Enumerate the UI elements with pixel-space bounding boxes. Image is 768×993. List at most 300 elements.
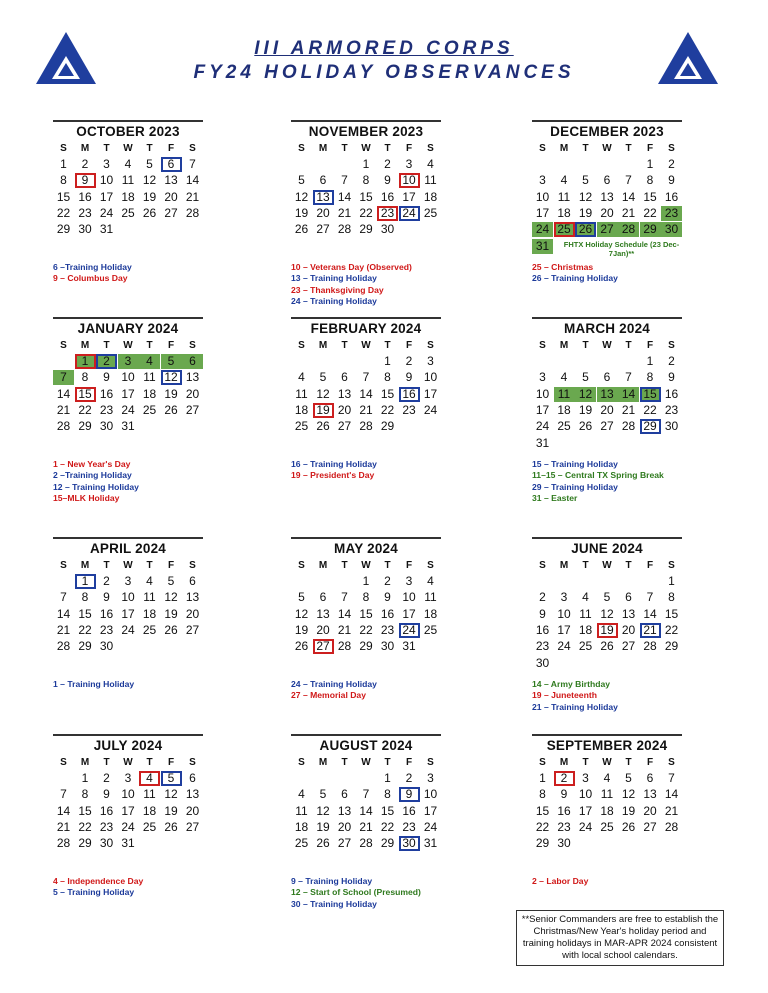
calendar-day: 17 [402, 606, 416, 621]
calendar-day: 15 [380, 386, 395, 401]
calendar-day: 15 [640, 387, 661, 402]
calendar-day: 15 [78, 606, 92, 621]
calendar-day: 5 [625, 771, 632, 785]
calendar-day: 26 [621, 819, 636, 834]
calendar-day: 10 [399, 173, 420, 188]
calendar-day: 17 [121, 803, 135, 818]
calendar-day: 21 [185, 189, 200, 204]
month-jan [53, 317, 203, 505]
weekday-header: F [167, 560, 175, 571]
calendar-day: 17 [121, 386, 135, 401]
calendar-day: 7 [668, 771, 675, 785]
footnote-box: **Senior Commanders are free to establish the Christmas/New Year's holiday period and training holidays in MAR-APR 2024 consistent with local school calendars. [516, 910, 724, 966]
calendar-day: 26 [578, 419, 593, 434]
calendar-day: 17 [535, 205, 550, 220]
calendar-day: 29 [78, 639, 92, 654]
calendar-day: 8 [384, 787, 391, 802]
calendar-day: 4 [582, 590, 589, 605]
month-oct [53, 120, 203, 285]
calendar-day: 30 [664, 419, 679, 434]
calendar-day: 6 [189, 771, 196, 785]
weekday-header: S [189, 340, 196, 351]
calendar-day: 3 [539, 370, 546, 385]
calendar-day: 23 [377, 206, 398, 221]
weekday-header: F [405, 340, 413, 351]
calendar-day: 18 [294, 402, 309, 417]
calendar-day: 15 [56, 189, 71, 204]
calendar-day: 2 [96, 354, 117, 369]
calendar-day: 11 [143, 787, 156, 802]
calendar-day: 28 [337, 222, 352, 237]
calendar-day: 5 [582, 173, 589, 188]
calendar-day: 5 [167, 574, 175, 588]
calendar-day: 9 [539, 606, 546, 621]
weekday-header: T [103, 340, 110, 351]
calendar-day: 1 [75, 574, 96, 589]
month-title: JUNE 2024 [532, 537, 682, 558]
calendar-day: 7 [625, 370, 632, 385]
calendar-day: 26 [316, 419, 330, 434]
calendar-day: 19 [164, 386, 178, 401]
month-title: APRIL 2024 [53, 537, 203, 558]
calendar-day: 6 [341, 370, 348, 385]
calendar-day: 19 [294, 205, 309, 220]
calendar-day: 26 [316, 836, 330, 851]
weekday-header: S [427, 757, 434, 768]
calendar-day: 1 [362, 157, 370, 171]
calendar-day: 6 [646, 771, 654, 785]
calendar-day: 22 [78, 819, 92, 834]
calendar-day: 15 [75, 387, 96, 402]
calendar-day: 22 [643, 402, 657, 417]
calendar-day: 10 [121, 370, 135, 385]
weekday-header: W [123, 143, 133, 154]
calendar-day: 26 [294, 639, 309, 654]
calendar-day: 9 [384, 173, 391, 188]
calendar-day: 27 [621, 639, 636, 654]
calendar-day: 16 [380, 189, 395, 204]
calendar-day: 27 [597, 222, 618, 237]
holiday-note: 12 – Training Holiday [53, 481, 139, 492]
calendar-day: 16 [99, 386, 114, 401]
weekday-header: S [668, 757, 675, 768]
calendar-day: 20 [164, 189, 178, 204]
weekday-header: F [405, 560, 413, 571]
month-grid [53, 340, 203, 459]
calendar-day: 2 [384, 574, 391, 588]
weekday-header: M [559, 757, 569, 768]
calendar-day: 25 [557, 419, 571, 434]
calendar-day: 2 [668, 157, 675, 171]
calendar-day: 29 [359, 639, 373, 654]
calendar-day: 24 [423, 819, 438, 834]
calendar-day: 25 [142, 402, 157, 417]
calendar-day: 11 [143, 370, 156, 385]
calendar-day: 5 [298, 173, 305, 188]
calendar-day: 21 [621, 205, 636, 220]
holiday-note: 21 – Training Holiday [532, 701, 618, 712]
weekday-header: M [80, 560, 90, 571]
calendar-day: 10 [121, 590, 135, 605]
calendar-day: 17 [557, 622, 571, 637]
calendar-day: 15 [664, 606, 679, 621]
calendar-day: 13 [597, 387, 618, 402]
calendar-day: 3 [560, 590, 568, 605]
calendar-day: 10 [402, 590, 416, 605]
weekday-header: S [298, 340, 305, 351]
month-aug [291, 734, 441, 910]
calendar-day: 31 [402, 639, 416, 654]
calendar-day: 12 [316, 803, 330, 818]
calendar-day: 28 [643, 639, 657, 654]
calendar-day: 25 [554, 222, 575, 237]
weekday-header: S [539, 757, 546, 768]
weekday-header: T [341, 340, 348, 351]
calendar-day: 19 [316, 819, 330, 834]
calendar-day: 11 [143, 590, 156, 605]
calendar-day: 11 [557, 189, 571, 204]
calendar-day: 6 [603, 370, 611, 385]
calendar-day: 17 [535, 402, 550, 417]
calendar-day: 12 [294, 189, 309, 204]
calendar-day: 25 [578, 639, 593, 654]
calendar-day: 7 [362, 370, 370, 385]
calendar-day: 17 [402, 189, 416, 204]
weekday-header: M [318, 340, 328, 351]
month-dec [532, 120, 682, 285]
calendar-day: 19 [621, 803, 636, 818]
holiday-note: 29 – Training Holiday [532, 481, 618, 492]
calendar-day: 17 [121, 606, 135, 621]
calendar-day: 7 [646, 590, 654, 605]
calendar-day: 10 [423, 787, 438, 802]
calendar-day: 29 [78, 419, 92, 434]
month-title: SEPTEMBER 2024 [532, 734, 682, 755]
holiday-notes [291, 876, 441, 910]
month-grid [532, 757, 682, 876]
calendar-day: 22 [78, 402, 92, 417]
calendar-day: 20 [185, 606, 200, 621]
calendar-day: 2 [539, 590, 546, 605]
calendar-day: 29 [380, 419, 395, 434]
holiday-note: 2 –Training Holiday [53, 470, 132, 481]
calendar-day: 27 [164, 205, 178, 220]
calendar-day: 27 [337, 419, 352, 434]
month-grid [291, 143, 441, 262]
calendar-day: 10 [578, 787, 593, 802]
calendar-day: 18 [142, 606, 157, 621]
calendar-day: 27 [643, 819, 657, 834]
month-mar [532, 317, 682, 505]
calendar-day: 23 [557, 819, 571, 834]
calendar-day: 22 [359, 205, 373, 220]
calendar-day: 1 [362, 574, 370, 588]
calendar-day: 26 [600, 639, 614, 654]
weekday-header: F [405, 143, 413, 154]
calendar-day: 30 [99, 639, 114, 654]
calendar-day: 11 [424, 173, 437, 188]
weekday-header: T [103, 757, 110, 768]
calendar-day: 5 [319, 787, 327, 802]
calendar-day: 12 [164, 787, 178, 802]
weekday-header: F [167, 340, 175, 351]
calendar-day: 26 [164, 819, 178, 834]
calendar-day: 28 [621, 419, 636, 434]
calendar-day: 5 [582, 370, 589, 385]
calendar-day: 26 [164, 402, 178, 417]
calendar-day: 6 [625, 590, 632, 605]
weekday-header: T [103, 143, 110, 154]
calendar-day: 21 [56, 402, 71, 417]
weekday-header: W [602, 143, 612, 154]
weekday-header: W [361, 340, 371, 351]
calendar-day: 3 [539, 173, 546, 188]
calendar-day: 2 [405, 354, 413, 368]
calendar-day: 8 [362, 173, 370, 188]
holiday-note: 2 – Labor Day [532, 876, 589, 886]
calendar-day: 1 [539, 771, 546, 785]
calendar-day: 15 [535, 803, 550, 818]
month-grid [53, 143, 203, 262]
calendar-day: 24 [99, 205, 114, 220]
weekday-header: S [539, 560, 546, 571]
calendar-day: 19 [597, 623, 618, 638]
calendar-day: 18 [121, 189, 135, 204]
calendar-day: 12 [578, 189, 593, 204]
weekday-header: W [602, 560, 612, 571]
calendar-day: 23 [402, 402, 416, 417]
holiday-note: 15–MLK Holiday [53, 493, 120, 504]
calendar-day: 30 [78, 222, 92, 237]
weekday-header: S [60, 560, 67, 571]
calendar-day: 23 [78, 205, 92, 220]
weekday-header: M [559, 143, 569, 154]
weekday-header: T [341, 143, 348, 154]
holiday-note: 31 – Easter [532, 493, 578, 504]
weekday-header: M [559, 560, 569, 571]
holiday-note: 1 – New Year's Day [53, 459, 131, 469]
weekday-header: S [60, 757, 67, 768]
calendar-day: 4 [298, 370, 305, 385]
calendar-day: 23 [535, 639, 550, 654]
weekday-header: T [625, 757, 632, 768]
calendar-day: 5 [161, 354, 182, 369]
calendar-day: 4 [560, 173, 568, 188]
calendar-day: 8 [646, 173, 654, 188]
calendar-day: 22 [78, 622, 92, 637]
calendar-day: 10 [121, 787, 135, 802]
month-title: DECEMBER 2023 [532, 120, 682, 141]
calendar-day: 4 [603, 771, 611, 785]
calendar-day: 8 [362, 590, 370, 605]
calendar-day: 3 [103, 157, 110, 171]
calendar-day: 4 [560, 370, 568, 385]
weekday-header: T [384, 340, 391, 351]
holiday-note: 19 – Juneteenth [532, 690, 597, 701]
weekday-header: S [60, 340, 67, 351]
holiday-note: 9 – Columbus Day [53, 273, 128, 284]
fhtx-holiday-schedule-note: FHTX Holiday Schedule (23 Dec-7Jan)** [563, 239, 680, 258]
weekday-header: T [146, 757, 153, 768]
calendar-day: 27 [185, 402, 200, 417]
calendar-day: 1 [60, 157, 67, 171]
calendar-day: 11 [424, 590, 437, 605]
calendar-day: 4 [146, 574, 153, 588]
calendar-day: 19 [294, 622, 309, 637]
calendar-day: 29 [640, 419, 661, 434]
calendar-day: 8 [81, 590, 89, 605]
calendar-day: 29 [664, 639, 679, 654]
calendar-day: 21 [621, 402, 636, 417]
calendar-day: 16 [402, 803, 416, 818]
calendar-day: 7 [625, 173, 632, 188]
month-jun [532, 537, 682, 713]
calendar-day: 1 [646, 354, 654, 368]
calendar-day: 29 [380, 836, 395, 851]
calendar-day: 3 [124, 771, 132, 785]
weekday-header: S [539, 143, 546, 154]
calendar-day: 8 [646, 370, 654, 385]
calendar-day: 31 [99, 222, 114, 237]
calendar-day: 2 [81, 157, 89, 171]
month-title: MAY 2024 [291, 537, 441, 558]
weekday-header: M [559, 340, 569, 351]
calendar-day: 20 [643, 803, 657, 818]
calendar-day: 18 [557, 205, 571, 220]
calendar-day: 5 [146, 157, 153, 171]
calendar-day: 11 [295, 386, 308, 401]
calendar-day: 28 [185, 205, 200, 220]
holiday-note: 6 –Training Holiday [53, 262, 132, 272]
month-grid [291, 757, 441, 876]
holiday-notes [291, 679, 441, 702]
weekday-header: F [646, 560, 654, 571]
calendar-day: 9 [75, 173, 96, 188]
calendar-day: 13 [621, 606, 636, 621]
calendar-day: 3 [582, 771, 589, 785]
calendar-day: 16 [399, 387, 420, 402]
calendar-day: 22 [56, 205, 71, 220]
calendar-day: 29 [56, 222, 71, 237]
month-title: NOVEMBER 2023 [291, 120, 441, 141]
calendar-day: 28 [618, 222, 639, 237]
holiday-notes [291, 262, 441, 308]
calendar-day: 29 [535, 836, 550, 851]
weekday-header: S [668, 560, 675, 571]
weekday-header: S [668, 143, 675, 154]
month-title: JULY 2024 [53, 734, 203, 755]
calendar-day: 2 [405, 771, 413, 785]
calendar-day: 27 [600, 419, 614, 434]
calendar-day: 13 [600, 189, 614, 204]
weekday-header: T [146, 143, 153, 154]
calendar-day: 17 [578, 803, 593, 818]
calendar-day: 28 [56, 836, 71, 851]
weekday-header: F [167, 143, 175, 154]
calendar-day: 14 [359, 803, 373, 818]
calendar-day: 25 [294, 836, 309, 851]
calendar-day: 8 [60, 173, 67, 188]
calendar-day: 27 [313, 639, 334, 654]
calendar-day: 18 [423, 189, 438, 204]
calendar-day: 20 [337, 819, 352, 834]
calendar-day: 15 [78, 803, 92, 818]
calendar-day: 21 [56, 819, 71, 834]
calendar-day: 19 [578, 402, 593, 417]
month-sep [532, 734, 682, 887]
calendar-day: 1 [668, 574, 675, 588]
calendar-day: 14 [337, 189, 352, 204]
calendar-day: 7 [341, 173, 348, 188]
calendar-day: 29 [359, 222, 373, 237]
calendar-day: 7 [53, 370, 74, 385]
calendar-day: 3 [427, 771, 434, 785]
holiday-note: 1 – Training Holiday [53, 679, 135, 689]
month-may [291, 537, 441, 702]
calendar-day: 17 [99, 189, 114, 204]
month-title: OCTOBER 2023 [53, 120, 203, 141]
calendar-day: 13 [643, 787, 657, 802]
weekday-header: T [625, 340, 632, 351]
calendar-day: 7 [60, 787, 67, 802]
weekday-header: M [80, 340, 90, 351]
calendar-day: 26 [142, 205, 157, 220]
calendar-day: 8 [384, 370, 391, 385]
holiday-note: 5 – Training Holiday [53, 887, 135, 898]
weekday-header: F [646, 757, 654, 768]
calendar-day: 30 [535, 655, 550, 670]
holiday-notes [532, 679, 682, 713]
calendar-day: 6 [161, 157, 182, 172]
calendar-day: 2 [103, 574, 110, 588]
calendar-day: 25 [142, 819, 157, 834]
weekday-header: F [405, 757, 413, 768]
calendar-day: 23 [661, 206, 682, 221]
weekday-header: T [582, 757, 589, 768]
calendar-day: 16 [78, 189, 92, 204]
calendar-day: 25 [294, 419, 309, 434]
calendar-day: 16 [99, 606, 114, 621]
calendar-day: 4 [124, 157, 132, 171]
calendar-day: 10 [557, 606, 571, 621]
weekday-header: S [189, 143, 196, 154]
calendar-day: 11 [579, 606, 592, 621]
calendar-day: 6 [319, 590, 327, 605]
page-subtitle: FY24 HOLIDAY OBSERVANCES [193, 62, 575, 83]
month-title: FEBRUARY 2024 [291, 317, 441, 338]
holiday-note: 9 – Training Holiday [291, 876, 373, 886]
month-apr [53, 537, 203, 690]
holiday-notes [532, 262, 682, 285]
calendar-day: 21 [337, 205, 352, 220]
weekday-header: T [582, 143, 589, 154]
weekday-header: M [318, 560, 328, 571]
holiday-note: 11–15 – Central TX Spring Break [532, 470, 664, 481]
calendar-day: 19 [578, 205, 593, 220]
calendar-day: 20 [600, 402, 614, 417]
calendar-day: 28 [56, 639, 71, 654]
calendar-day: 4 [427, 157, 434, 171]
calendar-day: 13 [313, 190, 334, 205]
calendar-day: 3 [427, 354, 434, 368]
calendar-day: 23 [664, 402, 679, 417]
calendar-day: 14 [643, 606, 657, 621]
calendar-day: 12 [164, 590, 178, 605]
calendar-day: 21 [359, 819, 373, 834]
calendar-day: 18 [423, 606, 438, 621]
calendar-day: 3 [118, 354, 139, 369]
calendar-day: 6 [603, 173, 611, 188]
